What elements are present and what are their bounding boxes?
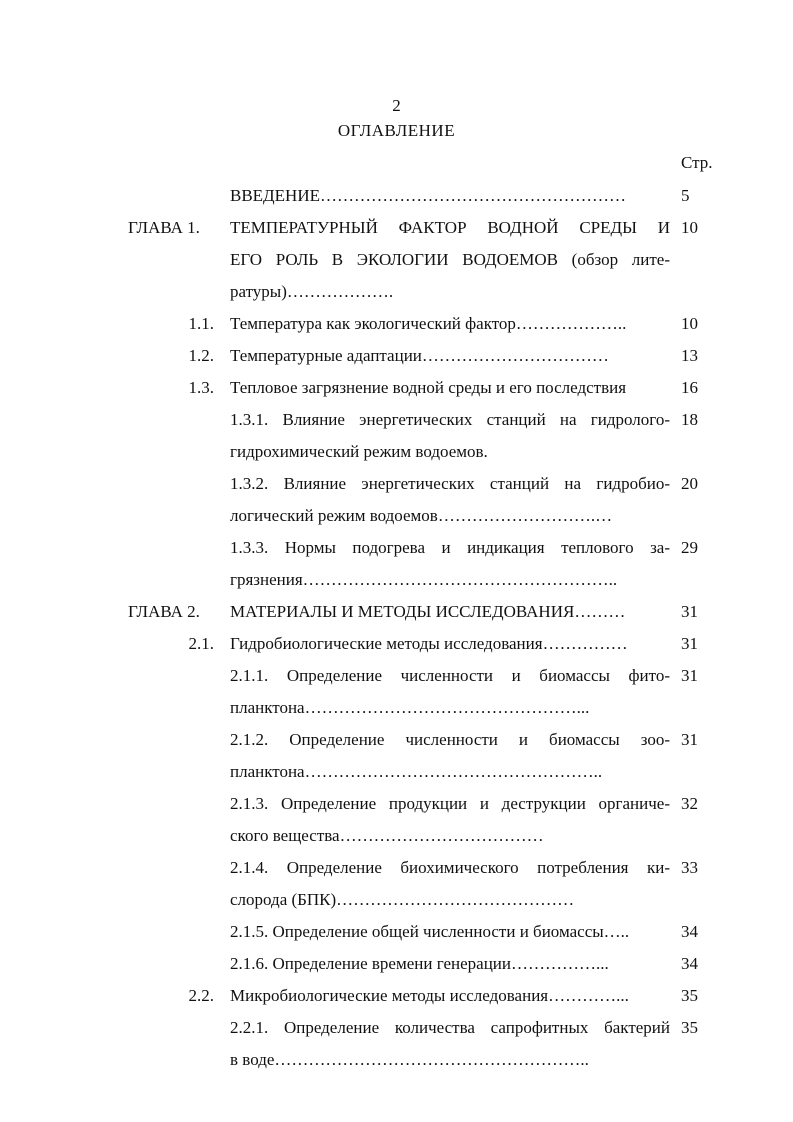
toc-entry-label: 2.2. <box>188 986 214 1005</box>
toc-entry-text-line-2: логический режим водоемов……………………….… <box>230 506 613 525</box>
toc-entry-text: 2.1.5. Определение общей численности и биомассы….. <box>230 922 630 941</box>
toc-entry-text: 2.1.3. Определение продукции и деструкции органиче- <box>230 794 670 813</box>
toc-entry-page: 33 <box>681 858 698 877</box>
page-number: 2 <box>392 96 401 115</box>
toc-entry-page: 5 <box>681 186 690 205</box>
toc-entry-page: 13 <box>681 346 698 365</box>
toc-entry-text-line-2: в воде……………………………………………….. <box>230 1050 589 1069</box>
toc-entry-text: Гидробиологические методы исследования…………… <box>230 634 628 653</box>
toc-entry-text-line-2: слорода (БПК)…………………………………… <box>230 890 575 909</box>
toc-entry-text-line-2: ЕГО РОЛЬ В ЭКОЛОГИИ ВОДОЕМОВ (обзор лите- <box>230 250 670 269</box>
toc-entry-label: 2.1. <box>188 634 214 653</box>
toc-entry-label: ГЛАВА 1. <box>128 218 200 237</box>
toc-entry-page: 31 <box>681 666 698 685</box>
toc-entry-text: Температурные адаптации…………………………… <box>230 346 609 365</box>
toc-entry-page: 35 <box>681 1018 698 1037</box>
toc-entry-page: 10 <box>681 218 698 237</box>
toc-entry-page: 29 <box>681 538 698 557</box>
toc-entry-text: 2.1.2. Определение численности и биомассы зоо- <box>230 730 670 749</box>
toc-entry-page: 10 <box>681 314 698 333</box>
toc-entry-text: 2.1.6. Определение времени генерации……………... <box>230 954 609 973</box>
toc-title: ОГЛАВЛЕНИЕ <box>337 121 456 140</box>
toc-entry-page: 31 <box>681 602 698 621</box>
toc-entry-label: 1.2. <box>188 346 214 365</box>
toc-entry-text: 1.3.3. Нормы подогрева и индикация теплового за- <box>230 538 670 557</box>
toc-entry-page: 20 <box>681 474 698 493</box>
page-column-label: Стр. <box>681 153 713 172</box>
toc-entry-page: 31 <box>681 634 698 653</box>
toc-entry-page: 18 <box>681 410 698 429</box>
toc-entry-text: ТЕМПЕРАТУРНЫЙ ФАКТОР ВОДНОЙ СРЕДЫ И <box>230 218 670 237</box>
toc-entry-text-line-3: ратуры)………………. <box>230 282 394 301</box>
toc-entry-label: ГЛАВА 2. <box>128 602 200 621</box>
toc-entry-text: Температура как экологический фактор……………….. <box>230 314 627 333</box>
toc-entry-label: 1.3. <box>188 378 214 397</box>
toc-entry-text: 2.1.4. Определение биохимического потребления ки- <box>230 858 670 877</box>
toc-entry-text: 1.3.2. Влияние энергетических станций на гидробио- <box>230 474 670 493</box>
toc-entry-text: Микробиологические методы исследования…………... <box>230 986 629 1005</box>
toc-entry-page: 32 <box>681 794 698 813</box>
toc-entry-text: МАТЕРИАЛЫ И МЕТОДЫ ИССЛЕДОВАНИЯ……… <box>230 602 626 621</box>
toc-entry-text-line-2: планктона…………………………………………... <box>230 698 590 717</box>
toc-entry-text: 2.2.1. Определение количества сапрофитных бактерий <box>230 1018 670 1037</box>
toc-entry-text: 1.3.1. Влияние энергетических станций на гидролого- <box>230 410 670 429</box>
toc-entry-text-line-2: ского вещества……………………………… <box>230 826 544 845</box>
toc-entry-page: 34 <box>681 954 698 973</box>
toc-entry-text-line-2: планктона…………………………………………….. <box>230 762 603 781</box>
toc-entry-label: 1.1. <box>188 314 214 333</box>
toc-entry-page: 35 <box>681 986 698 1005</box>
toc-entry-text-line-2: гидрохимический режим водоемов. <box>230 442 488 461</box>
toc-entry-page: 34 <box>681 922 698 941</box>
toc-entry-text-line-2: грязнения……………………………………………….. <box>230 570 618 589</box>
toc-entry-text: Тепловое загрязнение водной среды и его последствия <box>230 378 627 397</box>
toc-entry-page: 31 <box>681 730 698 749</box>
toc-entry-text: 2.1.1. Определение численности и биомассы фито- <box>230 666 670 685</box>
toc-entry-text: ВВЕДЕНИЕ……………………………………………… <box>230 186 626 205</box>
toc-entry-page: 16 <box>681 378 698 397</box>
